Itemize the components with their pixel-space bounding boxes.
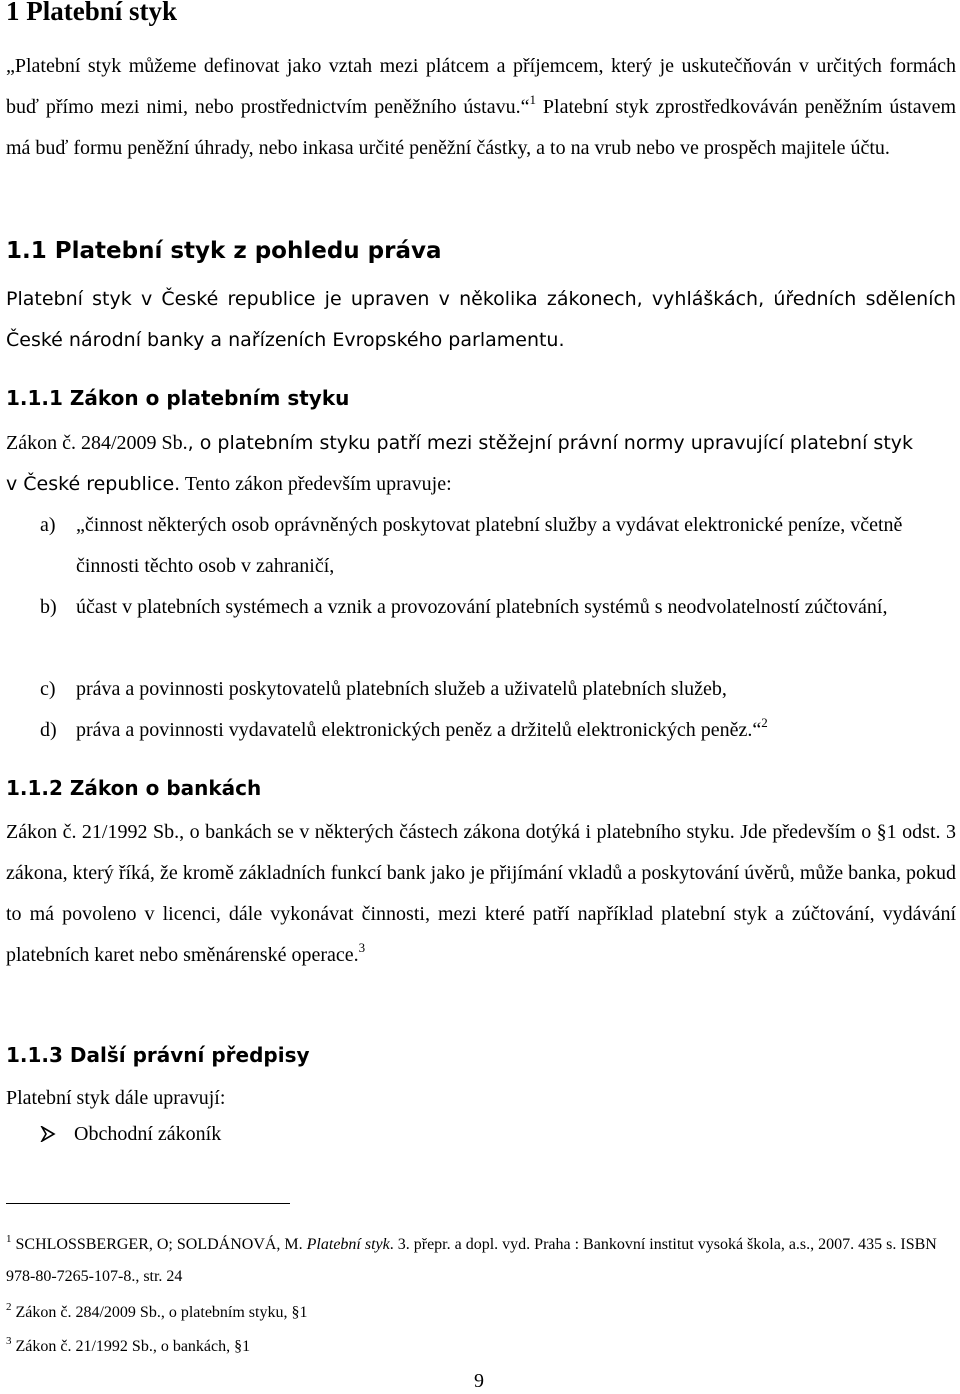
list-text-a: „činnost některých osob oprávněných poskytovat platební služby a vydávat elektronické peníze, včetně činnosti těchto osob v zahraničí, [76, 514, 903, 577]
bullet-item-text: Obchodní zákoník [74, 1123, 222, 1145]
bullet-list-item [40, 1123, 221, 1146]
footnote-ref-2[interactable]: 2 [761, 715, 768, 730]
heading-1-1-2: 1.1.2 Zákon o bankách [6, 776, 262, 800]
footnote-ref-3[interactable]: 3 [358, 940, 366, 955]
footnote-1 [6, 1229, 946, 1293]
list-text-d-body: práva a povinnosti vydavatelů elektronických peněz a držitelů elektronických peněz.“ [76, 719, 762, 741]
list-text-d [40, 710, 956, 751]
section-1-1-paragraph: Platební styk v České republice je upraven v několika zákonech, vyhláškách, úředních sděleních České národní banky a nařízeních Evropského parlamentu. [6, 288, 956, 351]
heading-1-1: 1.1 Platební styk z pohledu práva [6, 238, 442, 264]
heading-1: 1 Platební styk [6, 0, 178, 26]
section-1-1-2-text: Zákon č. 21/1992 Sb., o bankách se v některých částech zákona dotýká i platebního styku. Jde především o §1 odst. 3 zákona, který říká, že kromě základních funkcí bank jako je přijímání vkladů a poskytování úvěrů, může banka, pokud to má povoleno v licenci, dále vykonávat činnosti, mezi které patří například platební styk a zúčtování, vydávání platebních karet nebo směnárenské operace. [6, 821, 956, 966]
section-1-1-3-text: Platební styk dále upravují: [6, 1087, 226, 1109]
list-label-d: d) [40, 719, 57, 741]
footnote-2-number: 2 [6, 1301, 12, 1313]
list-item-d [40, 710, 956, 751]
footnote-3-text: Zákon č. 21/1992 Sb., o bankách, §1 [15, 1338, 251, 1355]
arrow-bullet-icon [40, 1125, 56, 1141]
heading-1-1-1: 1.1.1 Zákon o platebním styku [6, 386, 350, 410]
footnote-3-number: 3 [6, 1335, 12, 1347]
section-1-1-1-text-3: Tento zákon především upravuje: [180, 473, 452, 495]
footnote-1-pre: SCHLOSSBERGER, O; SOLDÁNOVÁ, M. [15, 1236, 307, 1253]
list-item-b [40, 587, 956, 628]
list-text-c: práva a povinnosti poskytovatelů platebních služeb a uživatelů platebních služeb, [76, 678, 727, 700]
footnote-1-title: Platební styk [306, 1236, 390, 1253]
law-citation-284: Zákon č. 284/2009 Sb. [6, 432, 188, 454]
list-item-c [40, 669, 956, 710]
list-text-b: účast v platebních systémech a vznik a provozování platebních systémů s neodvolatelností zúčtování, [76, 596, 888, 618]
footnote-2 [6, 1297, 946, 1329]
page-number: 9 [474, 1370, 484, 1392]
section-1-1-2-paragraph [6, 812, 956, 976]
list-label-b: b) [40, 596, 57, 618]
section-1-1-1-text-2: v České republice. [6, 473, 181, 495]
footnote-2-text: Zákon č. 284/2009 Sb., o platebním styku, §1 [15, 1304, 308, 1321]
intro-paragraph [6, 46, 956, 169]
section-1-1-1-line-2 [6, 473, 452, 496]
footnote-ref-1[interactable]: 1 [529, 92, 536, 107]
footnote-1-number: 1 [6, 1233, 12, 1245]
heading-1-1-3: 1.1.3 Další právní předpisy [6, 1043, 310, 1067]
intro-text-a: „Platební styk můžeme definovat jako vztah mezi plátcem a příjemcem, který je uskutečňován v určitých formách buď přímo mezi nimi, nebo prostřednictvím peněžního ústavu.“ [6, 55, 956, 118]
footnote-separator [6, 1203, 290, 1204]
intro-text-b: Platební styk zprostředkováván peněžním ústavem má buď formu peněžní úhrady, nebo inkasa určité peněžní částky, a to na vrub nebo ve prospěch majitele účtu. [6, 96, 957, 159]
footnote-1-post: . 3. přepr. a dopl. vyd. Praha : Bankovní institut vysoká škola, a.s., 2007. 435 s. ISBN 978-80-7265-107-8., str. 24 [6, 1236, 937, 1285]
list-label-c: c) [40, 678, 56, 700]
footnote-3 [6, 1331, 946, 1363]
list-label-a: a) [40, 514, 56, 536]
section-1-1-1-text-1: , o platebním styku patří mezi stěžejní právní normy upravující platební styk [187, 432, 914, 454]
section-1-1-1-line-1 [6, 432, 913, 455]
list-item-a [40, 505, 956, 587]
